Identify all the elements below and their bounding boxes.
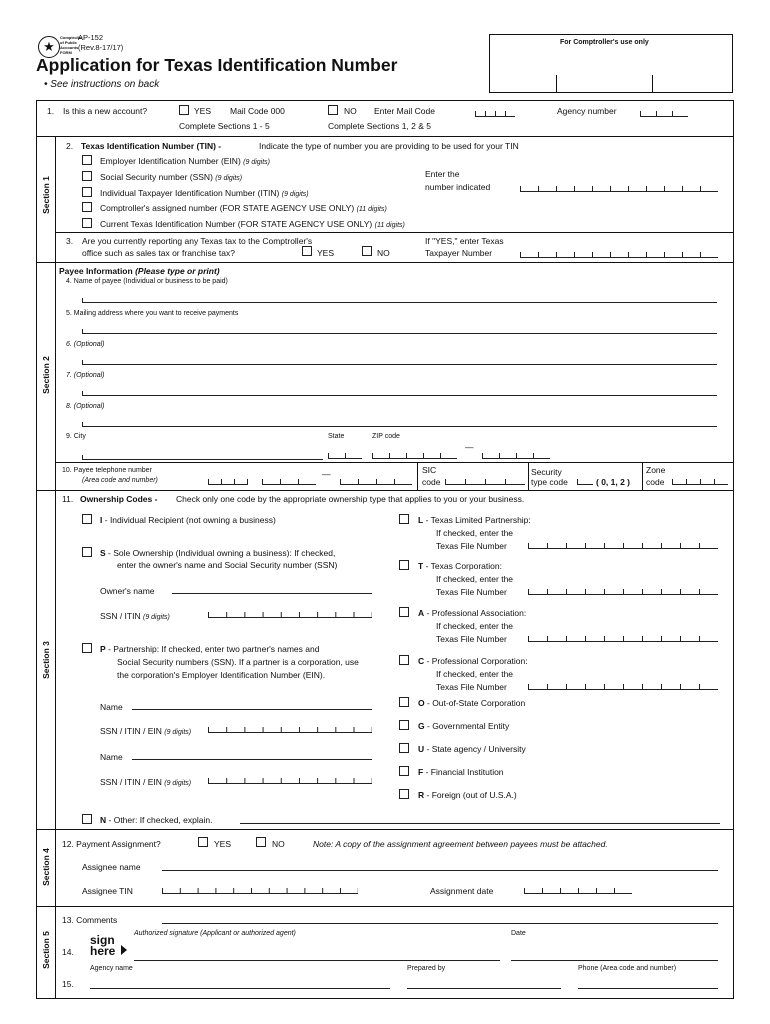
agency-number-label: Agency number bbox=[557, 106, 617, 116]
q13-label: 13. Comments bbox=[62, 915, 118, 925]
ownership-a-label: A - Professional Association: bbox=[418, 608, 527, 618]
q3-text: Are you currently reporting any Texas tax to the Comptroller's bbox=[82, 236, 313, 246]
q7-label: 7. (Optional) bbox=[66, 372, 105, 379]
divider bbox=[417, 462, 418, 490]
partner1-name-input[interactable] bbox=[132, 709, 372, 710]
q4-label: 4. Name of payee (Individual or business to be paid) bbox=[66, 278, 228, 285]
assignment-date-input[interactable] bbox=[524, 888, 632, 894]
q2-title: Texas Identification Number (TIN) - bbox=[81, 141, 222, 151]
zip-label: ZIP code bbox=[372, 433, 400, 440]
ownership-u-label: U - State agency / University bbox=[418, 744, 526, 754]
q11-title: Ownership Codes - bbox=[80, 494, 158, 504]
agency-seal: ★ bbox=[38, 36, 60, 58]
ownership-l-sub: If checked, enter the bbox=[436, 528, 514, 538]
city-input[interactable] bbox=[82, 455, 323, 460]
q3-number: 3. bbox=[66, 236, 74, 246]
partner2-ssn-label: SSN / ITIN / EIN (9 digits) bbox=[100, 777, 192, 787]
ownership-f-label: F - Financial Institution bbox=[418, 767, 504, 777]
q11-number: 11. bbox=[62, 494, 74, 504]
ownership-f-checkbox[interactable] bbox=[399, 766, 409, 776]
q1-mail-code: Mail Code 000 bbox=[230, 106, 285, 116]
tin-comptroller-checkbox[interactable] bbox=[82, 202, 92, 212]
q2-number: 2. bbox=[66, 141, 74, 151]
q3-yes-checkbox[interactable] bbox=[302, 246, 312, 256]
q1-no-complete: Complete Sections 1, 2 & 5 bbox=[328, 121, 432, 131]
security-label-2: type code bbox=[531, 477, 568, 487]
q1-question: Is this a new account? bbox=[63, 106, 148, 116]
ownership-c-label: C - Professional Corporation: bbox=[418, 656, 528, 666]
prepared-by-input[interactable] bbox=[407, 988, 561, 989]
tin-ein-label: Employer Identification Number (EIN) (9 digits) bbox=[100, 156, 270, 166]
q3-taxpayer-number: Taxpayer Number bbox=[425, 248, 493, 258]
q1-no-checkbox[interactable] bbox=[328, 105, 338, 115]
ownership-c-file-input[interactable] bbox=[528, 684, 718, 690]
comptroller-use-divider bbox=[652, 75, 653, 92]
security-input[interactable] bbox=[577, 479, 593, 485]
ownership-i-label: I - Individual Recipient (not owning a business) bbox=[100, 515, 276, 525]
payee-name-input[interactable] bbox=[82, 298, 717, 303]
agency-name-label: Agency name bbox=[90, 965, 133, 972]
ownership-t-checkbox[interactable] bbox=[399, 560, 409, 570]
comptroller-use-label: For Comptroller's use only bbox=[560, 39, 649, 46]
signature-input[interactable] bbox=[134, 960, 500, 961]
security-values: ( 0, 1, 2 ) bbox=[596, 477, 631, 487]
comments-input[interactable] bbox=[162, 923, 718, 924]
q3-no-label: NO bbox=[377, 248, 390, 258]
ownership-l-label: L - Texas Limited Partnership: bbox=[418, 515, 531, 525]
divider bbox=[56, 462, 734, 463]
ownership-t-file-input[interactable] bbox=[528, 589, 718, 595]
ownership-g-checkbox[interactable] bbox=[399, 720, 409, 730]
optional-6-input[interactable] bbox=[82, 360, 717, 365]
tin-ein-checkbox[interactable] bbox=[82, 155, 92, 165]
divider bbox=[36, 829, 734, 830]
q3-yes-label: YES bbox=[317, 248, 335, 258]
ownership-u-checkbox[interactable] bbox=[399, 743, 409, 753]
assignee-tin-input[interactable] bbox=[162, 888, 358, 894]
ownership-a-sub: If checked, enter the bbox=[436, 621, 514, 631]
q9-city-label: 9. City bbox=[66, 433, 86, 440]
payee-info-heading: Payee Information (Please type or print) bbox=[59, 266, 220, 276]
phone-line-input[interactable] bbox=[340, 479, 412, 485]
assignment-date-label: Assignment date bbox=[430, 886, 494, 896]
q1-yes-checkbox[interactable] bbox=[179, 105, 189, 115]
other-explain-input[interactable] bbox=[240, 823, 720, 824]
phone-label: Phone (Area code and number) bbox=[578, 965, 677, 972]
assignee-name-label: Assignee name bbox=[82, 862, 141, 872]
section-5-label: Section 5 bbox=[41, 931, 51, 969]
signature-label: Authorized signature (Applicant or authorized agent) bbox=[134, 930, 296, 937]
tin-number-input[interactable] bbox=[520, 186, 718, 192]
ownership-t-label: T - Texas Corporation: bbox=[418, 561, 502, 571]
instructions-note: • See instructions on back bbox=[44, 79, 160, 90]
q1-number: 1. bbox=[47, 106, 55, 116]
zone-label: Zone bbox=[646, 465, 666, 475]
divider bbox=[642, 462, 643, 490]
tin-ssn-label: Social Security number (SSN) (9 digits) bbox=[100, 172, 243, 182]
ownership-p-label: P - Partnership: If checked, enter two partner's names and bbox=[100, 644, 320, 654]
assignment-no-label: NO bbox=[272, 839, 285, 849]
q1-no-label: NO bbox=[344, 106, 357, 116]
assignee-tin-label: Assignee TIN bbox=[82, 886, 133, 896]
ownership-c-checkbox[interactable] bbox=[399, 655, 409, 665]
owner-ssn-label: SSN / ITIN (9 digits) bbox=[100, 611, 170, 621]
sign-here-stamp: sign here bbox=[90, 933, 116, 958]
ownership-c-file: Texas File Number bbox=[436, 682, 507, 692]
date-label: Date bbox=[511, 930, 526, 937]
ownership-l-checkbox[interactable] bbox=[399, 514, 409, 524]
q11-text: Check only one code by the appropriate ownership type that applies to you or your business. bbox=[176, 494, 525, 504]
q1-yes-complete: Complete Sections 1 - 5 bbox=[179, 121, 270, 131]
ownership-t-sub: If checked, enter the bbox=[436, 574, 514, 584]
ownership-t-file: Texas File Number bbox=[436, 587, 507, 597]
date-input[interactable] bbox=[511, 960, 718, 961]
ownership-s-label-2: enter the owner's name and Social Security number (SSN) bbox=[117, 560, 338, 570]
section-2-label: Section 2 bbox=[41, 356, 51, 394]
q1-enter-mail-code: Enter Mail Code bbox=[374, 106, 435, 116]
form-revision: (Rev.8-17/17) bbox=[78, 43, 124, 52]
divider bbox=[36, 490, 734, 491]
zip-dash: — bbox=[465, 442, 474, 452]
owners-name-label: Owner's name bbox=[100, 586, 155, 596]
ownership-o-checkbox[interactable] bbox=[399, 697, 409, 707]
zip-ext-input[interactable] bbox=[482, 453, 550, 459]
q10-sublabel: (Area code and number) bbox=[82, 477, 158, 484]
ownership-n-label: N - Other: If checked, explain. bbox=[100, 815, 213, 825]
sign-here-arrow-icon bbox=[121, 945, 127, 955]
enter-number-label-2: number indicated bbox=[425, 182, 491, 192]
ownership-r-label: R - Foreign (out of U.S.A.) bbox=[418, 790, 517, 800]
mailing-address-input[interactable] bbox=[82, 329, 717, 334]
divider bbox=[36, 262, 734, 263]
phone-input[interactable] bbox=[578, 988, 718, 989]
zone-label-2: code bbox=[646, 477, 665, 487]
divider bbox=[528, 462, 529, 490]
owners-name-input[interactable] bbox=[172, 593, 372, 594]
security-label: Security bbox=[531, 467, 562, 477]
taxpayer-number-input[interactable] bbox=[520, 252, 718, 258]
partner1-name-label: Name bbox=[100, 702, 123, 712]
ownership-a-checkbox[interactable] bbox=[399, 607, 409, 617]
state-input[interactable] bbox=[328, 453, 362, 459]
enter-number-label: Enter the bbox=[425, 169, 460, 179]
ownership-g-label: G - Governmental Entity bbox=[418, 721, 510, 731]
area-code-input[interactable] bbox=[208, 479, 248, 485]
ownership-l-file-input[interactable] bbox=[528, 543, 718, 549]
mail-code-input[interactable] bbox=[475, 111, 515, 117]
divider bbox=[36, 906, 734, 907]
q3-no-checkbox[interactable] bbox=[362, 246, 372, 256]
q1-yes-label: YES bbox=[194, 106, 212, 116]
prepared-by-label: Prepared by bbox=[407, 965, 446, 972]
comptroller-use-divider bbox=[556, 75, 557, 92]
phone-prefix-input[interactable] bbox=[262, 479, 316, 485]
assignee-name-input[interactable] bbox=[162, 870, 718, 871]
q2-text: Indicate the type of number you are providing to be used for your TIN bbox=[259, 141, 519, 151]
divider bbox=[36, 136, 734, 137]
assignment-yes-checkbox[interactable] bbox=[198, 837, 208, 847]
assignment-no-checkbox[interactable] bbox=[256, 837, 266, 847]
tin-itin-checkbox[interactable] bbox=[82, 187, 92, 197]
ownership-o-label: O - Out-of-State Corporation bbox=[418, 698, 526, 708]
sic-label: SIC bbox=[422, 465, 437, 475]
section-3-label: Section 3 bbox=[41, 641, 51, 679]
q8-label: 8. (Optional) bbox=[66, 403, 105, 410]
q6-label: 6. (Optional) bbox=[66, 341, 105, 348]
page-title: Application for Texas Identification Number bbox=[36, 55, 398, 75]
ownership-a-file-input[interactable] bbox=[528, 636, 718, 642]
q10-label: 10. Payee telephone number bbox=[62, 467, 152, 474]
ownership-r-checkbox[interactable] bbox=[399, 789, 409, 799]
ownership-p-label-3: the corporation's Employer Identification Number (EIN). bbox=[117, 670, 326, 680]
ownership-l-file: Texas File Number bbox=[436, 541, 507, 551]
phone-dash: — bbox=[322, 469, 331, 479]
assignment-yes-label: YES bbox=[214, 839, 232, 849]
zone-input[interactable] bbox=[672, 479, 728, 485]
ownership-p-label-2: Social Security numbers (SSN). If a partner is a corporation, use bbox=[117, 657, 359, 667]
assignment-note: Note: A copy of the assignment agreement between payees must be attached. bbox=[313, 839, 608, 849]
section-1-label: Section 1 bbox=[41, 176, 51, 214]
tin-ssn-checkbox[interactable] bbox=[82, 171, 92, 181]
optional-8-input[interactable] bbox=[82, 422, 717, 427]
ownership-i-checkbox[interactable] bbox=[82, 514, 92, 524]
ownership-s-label: S - Sole Ownership (Individual owning a business): If checked, bbox=[100, 548, 336, 558]
ownership-n-checkbox[interactable] bbox=[82, 814, 92, 824]
agency-number-input[interactable] bbox=[640, 111, 688, 117]
ownership-c-sub: If checked, enter the bbox=[436, 669, 514, 679]
agency-name-input[interactable] bbox=[90, 988, 390, 989]
q12-label: 12. Payment Assignment? bbox=[62, 839, 161, 849]
tin-current-checkbox[interactable] bbox=[82, 218, 92, 228]
partner2-name-label: Name bbox=[100, 752, 123, 762]
divider bbox=[56, 232, 734, 233]
tin-current-label: Current Texas Identification Number (FOR STATE AGENCY USE ONLY) (11 digits) bbox=[100, 219, 405, 229]
partner2-ssn-input[interactable] bbox=[208, 778, 372, 784]
tin-itin-label: Individual Taxpayer Identification Number (ITIN) (9 digits) bbox=[100, 188, 309, 198]
ownership-p-checkbox[interactable] bbox=[82, 643, 92, 653]
partner1-ssn-label: SSN / ITIN / EIN (9 digits) bbox=[100, 726, 192, 736]
q14-label: 14. bbox=[62, 947, 74, 957]
state-label: State bbox=[328, 433, 345, 440]
q5-label: 5. Mailing address where you want to receive payments bbox=[66, 310, 239, 317]
q3-if-yes: If "YES," enter Texas bbox=[425, 236, 504, 246]
q3-text-2: office such as sales tax or franchise tax? bbox=[82, 248, 235, 258]
partner2-name-input[interactable] bbox=[132, 759, 372, 760]
agency-name: Comptroller of Public Accounts FORM bbox=[60, 35, 83, 55]
form-number: AP-152 bbox=[78, 33, 104, 42]
sic-label-2: code bbox=[422, 477, 441, 487]
q15-label: 15. bbox=[62, 979, 74, 989]
tin-comptroller-label: Comptroller's assigned number (FOR STATE AGENCY USE ONLY) (11 digits) bbox=[100, 203, 387, 213]
zip-input[interactable] bbox=[372, 453, 457, 459]
owner-ssn-input[interactable] bbox=[208, 612, 372, 618]
partner1-ssn-input[interactable] bbox=[208, 727, 372, 733]
optional-7-input[interactable] bbox=[82, 391, 717, 396]
ownership-a-file: Texas File Number bbox=[436, 634, 507, 644]
sic-input[interactable] bbox=[445, 479, 525, 485]
section-4-label: Section 4 bbox=[41, 848, 51, 886]
ownership-s-checkbox[interactable] bbox=[82, 547, 92, 557]
